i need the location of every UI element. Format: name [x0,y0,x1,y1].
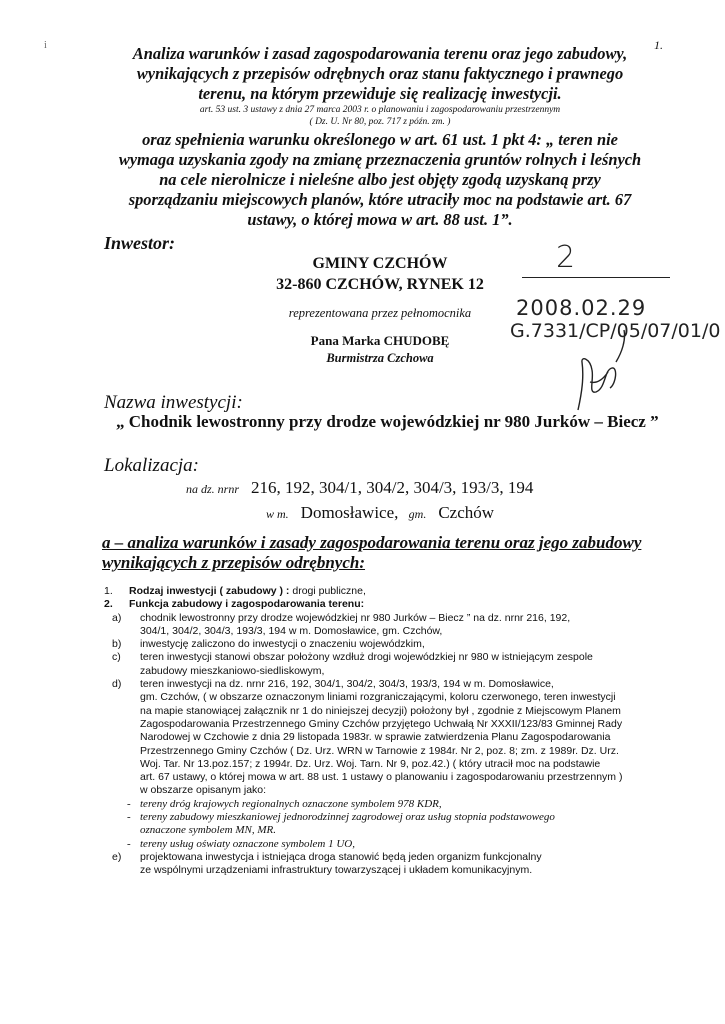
subitem-letter: a) [112,611,122,624]
subitem-letter: b) [112,638,122,651]
item-number: 1. [104,585,113,597]
subitem-line: Narodowej w Czchowie z dnia 29 listopada 1983r. w sprawie zatwierdzenia Planu Zagospodarowania [140,731,611,744]
representative-name: Pana Marka CHUDOBĘ [310,333,450,348]
subitem-line: teren inwestycji stanowi obszar położony wzdłuż drogi wojewódzkiej nr 980 w istniejącym zespole [140,651,593,664]
subitem-list [104,612,684,878]
analysis-body [104,585,684,878]
subitem-line: ze wspólnymi urządzeniami infrastruktury towarzyszącej i układem komunikacyjnym. [140,864,533,877]
analysis-heading-line: a – analiza warunków i zasady zagospodarowania terenu oraz jego zabudowy [102,533,642,552]
parcel-numbers: 216, 192, 304/1, 304/2, 304/3, 193/3, 194 [251,478,534,497]
zoning-designation [112,811,684,838]
analysis-heading [102,533,714,573]
investment-heading: Nazwa inwestycji: [104,392,243,413]
condition-line: oraz spełnienia warunku określonego w art. 61 ust. 1 pkt 4: „ teren nie [142,130,618,149]
condition-line: ustawy, o której mowa w art. 88 ust. 1”. [247,210,513,229]
item-label: Rodzaj inwestycji ( zabudowy ) : [129,585,290,597]
subitem-line: 304/1, 304/2, 304/3, 193/3, 194 w m. Domosławice, gm. Czchów, [140,624,443,637]
dash-bullet: - [127,797,131,810]
subitem-line: w obszarze opisanym jako: [140,784,267,797]
subitem-line: Zagospodarowania Przestrzennego Gminy Czchów przyjętego Uchwałą Nr XXXII/123/83 Gminnej Rady [140,717,623,730]
place-name: Domosławice, [300,503,399,522]
handwritten-number: 2 [556,240,576,275]
signature-scribble [560,322,640,414]
subitem-line: chodnik lewostronny przy drodze wojewódzkiej nr 980 Jurków – Biecz ” na dz. nrnr 216, 192, [140,611,571,624]
designation-line: tereny usług oświaty oznaczone symbolem 1 UO, [140,837,355,850]
commune-label: gm. [408,507,427,521]
subitem [112,638,684,651]
investor-address: 32-860 CZCHÓW, RYNEK 12 [276,276,484,293]
condition-line: na cele nierolnicze i nieleśne albo jest objęty zgodą uzyskaną przy [159,170,601,189]
subitem-letter: c) [112,651,121,664]
document-title-block [90,44,670,230]
zoning-designation [112,838,684,851]
subitem-line: Woj. Tar. Nr 13.poz.157; z 1994r. Dz. Urz. Woj. Tarn. Nr 9, poz.42.) ( który utracił moc na podstawie [140,757,601,770]
subitem [112,612,684,639]
item-value: drogi publiczne, [292,585,366,597]
investor-name: GMINY CZCHÓW [312,255,448,272]
designation-line: tereny dróg krajowych regionalnych oznaczone symbolem 978 KDR, [140,797,442,810]
subitem-line: zabudowy mieszkaniowo-siedliskowym, [140,664,325,677]
subitem-line: art. 67 ustawy, o której mowa w art. 88 ust. 1 ustawy o planowaniu i zagospodarowaniu przestrzennym ) [140,771,623,784]
legal-basis-note: ( Dz. U. Nr 80, poz. 717 z późn. zm. ) [309,117,451,127]
subitem [112,678,684,798]
title-line: terenu, na którym przewiduje się realizację inwestycji. [198,84,562,103]
investor-heading: Inwestor: [104,233,176,253]
designation-line: tereny zabudowy mieszkaniowej jednorodzinnej zagrodowej oraz usług stopnia podstawowego [140,811,555,824]
subitem-letter: e) [112,850,122,863]
item-label: Funkcja zabudowy i zagospodarowania terenu: [129,598,365,611]
handwritten-underline [522,277,670,278]
legal-basis-note: art. 53 ust. 3 ustawy z dnia 27 marca 2003 r. o planowaniu i zagospodarowaniu przestrzennym [199,105,561,115]
condition-line: sporządzaniu miejscowych planów, które utraciły moc na podstawie art. 67 [128,190,632,209]
handwritten-date: 2008.02.29 [516,296,647,320]
list-item [104,598,684,611]
subitem-line: Przestrzennego Gminy Czchów ( Dz. Urz. WRN w Tarnowie z 1984r. Nr 2, poz. 8; zm. z 1989r. Dz. Urz. [140,744,619,757]
subitem-line: inwestycję zaliczono do inwestycji o znaczeniu wojewódzkim, [140,638,425,651]
title-line: wynikających z przepisów odrębnych oraz stanu faktycznego i prawnego [136,64,624,83]
handwritten-case-reference: G.7331/CP/05/07/01/0 [510,320,721,342]
subitem [112,651,684,678]
condition-line: wymaga uzyskania zgody na zmianę przeznaczenia gruntów rolnych i leśnych [118,150,642,169]
title-line: Analiza warunków i zasad zagospodarowania terenu oraz jego zabudowy, [132,44,628,63]
representative-role: Burmistrza Czchowa [326,351,434,365]
commune-name: Czchów [438,503,495,522]
subitem-line: teren inwestycji na dz. nrnr 216, 192, 304/1, 304/2, 304/3, 193/3, 194 w m. Domosławice, [140,678,554,691]
subitem-letter: d) [112,678,122,691]
margin-mark: i [44,40,47,51]
item-number: 2. [104,598,113,611]
subitem [112,851,684,878]
location-heading: Lokalizacja: [104,455,199,476]
subitem-line: gm. Czchów, ( w obszarze oznaczonym liniami rozgraniczającymi, koloru czerwonego, teren inwestycji [140,691,616,704]
list-item [104,585,684,598]
represented-by: reprezentowana przez pełnomocnika [288,306,472,320]
parcels-label: na dz. nrnr [186,482,240,496]
dash-bullet: - [127,811,131,824]
location-details [186,476,533,526]
designation-line: oznaczone symbolem MN, MR. [140,824,276,837]
subitem-line: projektowana inwestycja i istniejąca droga stanowić będą jeden organizm funkcjonalny [140,850,542,863]
analysis-heading-line: wynikających z przepisów odrębnych: [102,553,366,572]
zoning-designation [112,798,684,811]
investment-name: „ Chodnik lewostronny przy drodze wojewódzkiej nr 980 Jurków – Biecz ” [116,412,659,431]
place-label: w m. [266,507,289,521]
investor-block [200,254,560,366]
page-number: 1. [654,38,663,52]
dash-bullet: - [127,837,131,850]
subitem-line: na mapie stanowiącej załącznik nr 1 do niniejszej decyzji) położony był , zgodnie z Miejscowym Planem [140,704,621,717]
